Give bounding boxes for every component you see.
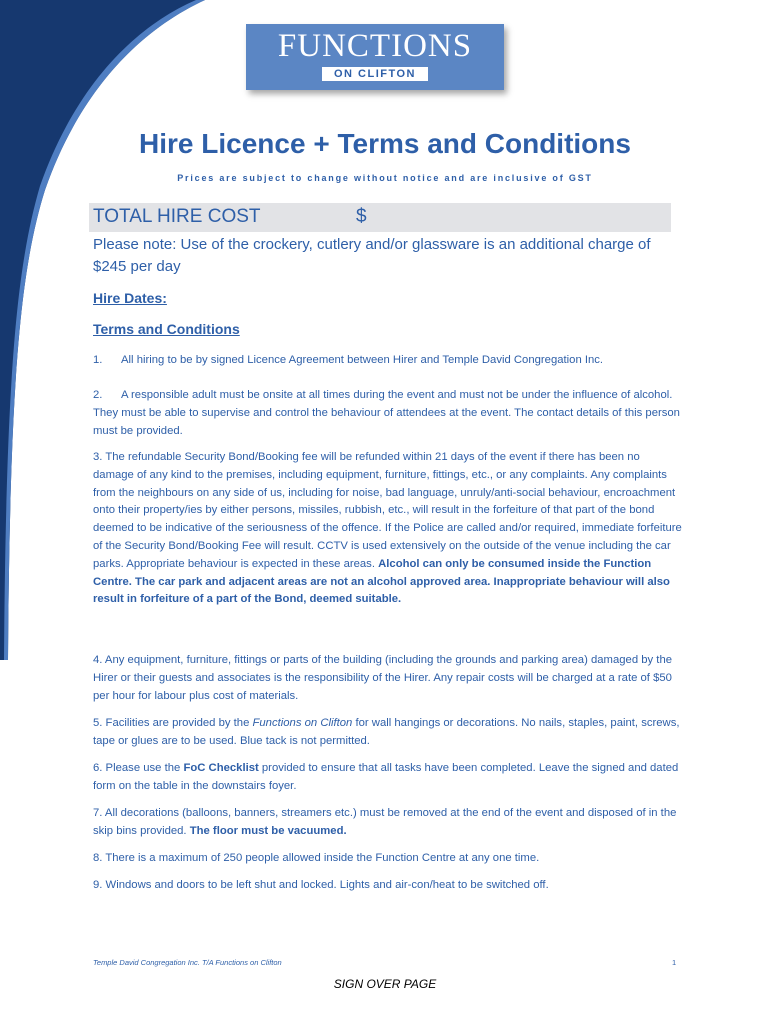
total-hire-cost-label: TOTAL HIRE COST xyxy=(93,206,261,227)
page-title: Hire Licence + Terms and Conditions xyxy=(139,128,631,159)
footer-organisation: Temple David Congregation Inc. T/A Functions on Clifton xyxy=(93,958,282,967)
clause-1 xyxy=(93,352,683,370)
sign-over-page: SIGN OVER PAGE xyxy=(333,977,437,991)
clause-4 xyxy=(93,652,683,705)
clause-text: 4. Any equipment, furniture, fittings or parts of the building (including the grounds and parking area) damaged by the Hirer or their guests and associates is the responsibility of the Hirer. Any repair costs will be charged at a rate of $50 per hour for labour plus cost of materials. xyxy=(93,654,673,702)
clause-text: All hiring to be by signed Licence Agreement between Hirer and Temple David Congregation Inc. xyxy=(121,354,604,366)
total-currency-symbol: $ xyxy=(356,206,367,227)
page-number: 1 xyxy=(672,958,677,967)
clause-6 xyxy=(93,760,683,796)
clause-text: 6. Please use the xyxy=(93,762,184,774)
clause-text: 5. Facilities are provided by the xyxy=(93,717,253,729)
total-hire-cost-box xyxy=(89,203,671,232)
terms-heading: Terms and Conditions xyxy=(93,321,240,337)
clause-italic-text: Functions on Clifton xyxy=(252,717,353,729)
clause-text: A responsible adult must be onsite at all times during the event and must not be under the influence of alcohol. They must be able to supervise and control the behaviour of attendees at the event. The contact details of this person must be provided. xyxy=(93,389,680,437)
clause-number: 2. xyxy=(93,389,103,401)
clause-8 xyxy=(93,850,683,868)
clause-text: 7. All decorations (balloons, banners, streamers etc.) must be removed at the end of the event and disposed of in the skip bins provided. xyxy=(93,807,677,837)
clause-text: 9. Windows and doors to be left shut and locked. Lights and air-con/heat to be switched off. xyxy=(93,879,549,891)
clause-text: 8. There is a maximum of 250 people allowed inside the Function Centre at any one time. xyxy=(93,852,540,864)
clause-text: 3. The refundable Security Bond/Booking fee will be refunded within 21 days of the event if there has been no damage of any kind to the premises, including equipment, furniture, fittings, etc., or any complaints. Any complaints from the neighbours on any side of us, including for noise, bad language, unruly/anti-social behaviour, encroachment onto their property/ies by either persons, missiles, rubbish, etc., will result in the forfeiture of that part of the bond deemed to be indicative of the seriousness of the offence. If the Police are called and/or required, immediate forfeiture of the Security Bond/Booking Fee will result. CCTV is used extensively on the outside of the venue including the car parks. Appropriate behaviour is expected in these areas. xyxy=(93,451,682,570)
price-disclaimer: Prices are subject to change without notice and are inclusive of GST xyxy=(177,173,593,183)
logo-subtitle: ON CLIFTON xyxy=(322,67,428,81)
clause-9 xyxy=(93,877,683,895)
hire-dates-heading: Hire Dates: xyxy=(93,290,167,306)
clause-2 xyxy=(93,387,683,440)
clause-text: for wall hangings or decorations. No nails, staples, paint, screws, tape or glues are to be used. Blue tack is not permitted. xyxy=(93,717,680,747)
clause-number: 1. xyxy=(93,354,103,366)
clause-bold-text: The floor must be vacuumed. xyxy=(189,824,347,837)
crockery-note: Please note: Use of the crockery, cutlery and/or glassware is an additional charge of $245 per day xyxy=(93,236,651,275)
clause-bold-text: Alcohol can only be consumed inside the Function Centre. The car park and adjacent areas are not an alcohol approved area. Inappropriate behaviour will also result in forfeiture of a part of the Bond, deemed suitable. xyxy=(93,557,670,606)
functions-on-clifton-logo xyxy=(246,24,504,90)
clause-3 xyxy=(93,449,683,609)
logo-title: FUNCTIONS xyxy=(277,28,473,64)
clause-7 xyxy=(93,805,683,841)
clause-5 xyxy=(93,715,683,751)
clause-bold-text: FoC Checklist xyxy=(183,762,259,774)
clause-text: provided to ensure that all tasks have been completed. Leave the signed and dated form on the table in the downstairs foyer. xyxy=(93,762,679,792)
